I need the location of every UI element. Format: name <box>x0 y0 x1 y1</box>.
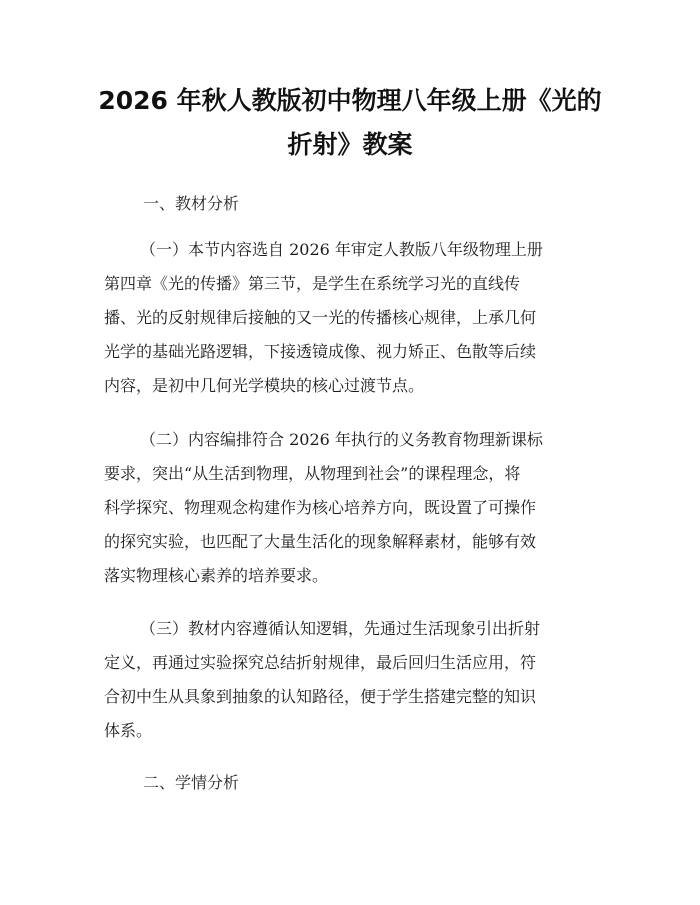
paragraph-line: 光学的基础光路逻辑，下接透镜成像、视力矫正、色散等后续 <box>104 342 537 361</box>
paragraph-2 <box>104 423 604 593</box>
paragraph-1 <box>104 233 604 403</box>
paragraph-line: （一）本节内容选自 2026 年审定人教版八年级物理上册 <box>140 240 543 259</box>
paragraph-line: 定义，再通过实验探究总结折射规律，最后回归生活应用，符 <box>104 653 537 672</box>
paragraph-3 <box>104 612 604 748</box>
document-title-line-1: 2026 年秋人教版初中物理八年级上册《光的 <box>98 86 602 115</box>
section-heading-textbook-analysis: 一、教材分析 <box>143 194 240 213</box>
paragraph-line: 落实物理核心素养的培养要求。 <box>104 566 329 585</box>
paragraph-line: 第四章《光的传播》第三节，是学生在系统学习光的直线传 <box>104 274 521 293</box>
paragraph-line: 要求，突出“从生活到物理，从物理到社会”的课程理念，将 <box>104 464 521 483</box>
paragraph-line: （三）教材内容遵循认知逻辑，先通过生活现象引出折射 <box>140 619 541 638</box>
paragraph-line: 合初中生从具象到抽象的认知路径，便于学生搭建完整的知识 <box>104 687 537 706</box>
paragraph-line: 体系。 <box>104 721 153 740</box>
paragraph-line: （二）内容编排符合 2026 年执行的义务教育物理新课标 <box>140 430 543 449</box>
document-title-line-2: 折射》教案 <box>287 130 413 159</box>
section-heading-learner-analysis: 二、学情分析 <box>143 773 240 792</box>
paragraph-line: 的探究实验，也匹配了大量生活化的现象解释素材，能够有效 <box>104 532 537 551</box>
paragraph-line: 播、光的反射规律后接触的又一光的传播核心规律，上承几何 <box>104 308 537 327</box>
paragraph-line: 内容，是初中几何光学模块的核心过渡节点。 <box>104 376 425 395</box>
paragraph-line: 科学探究、物理观念构建作为核心培养方向，既设置了可操作 <box>104 498 537 517</box>
